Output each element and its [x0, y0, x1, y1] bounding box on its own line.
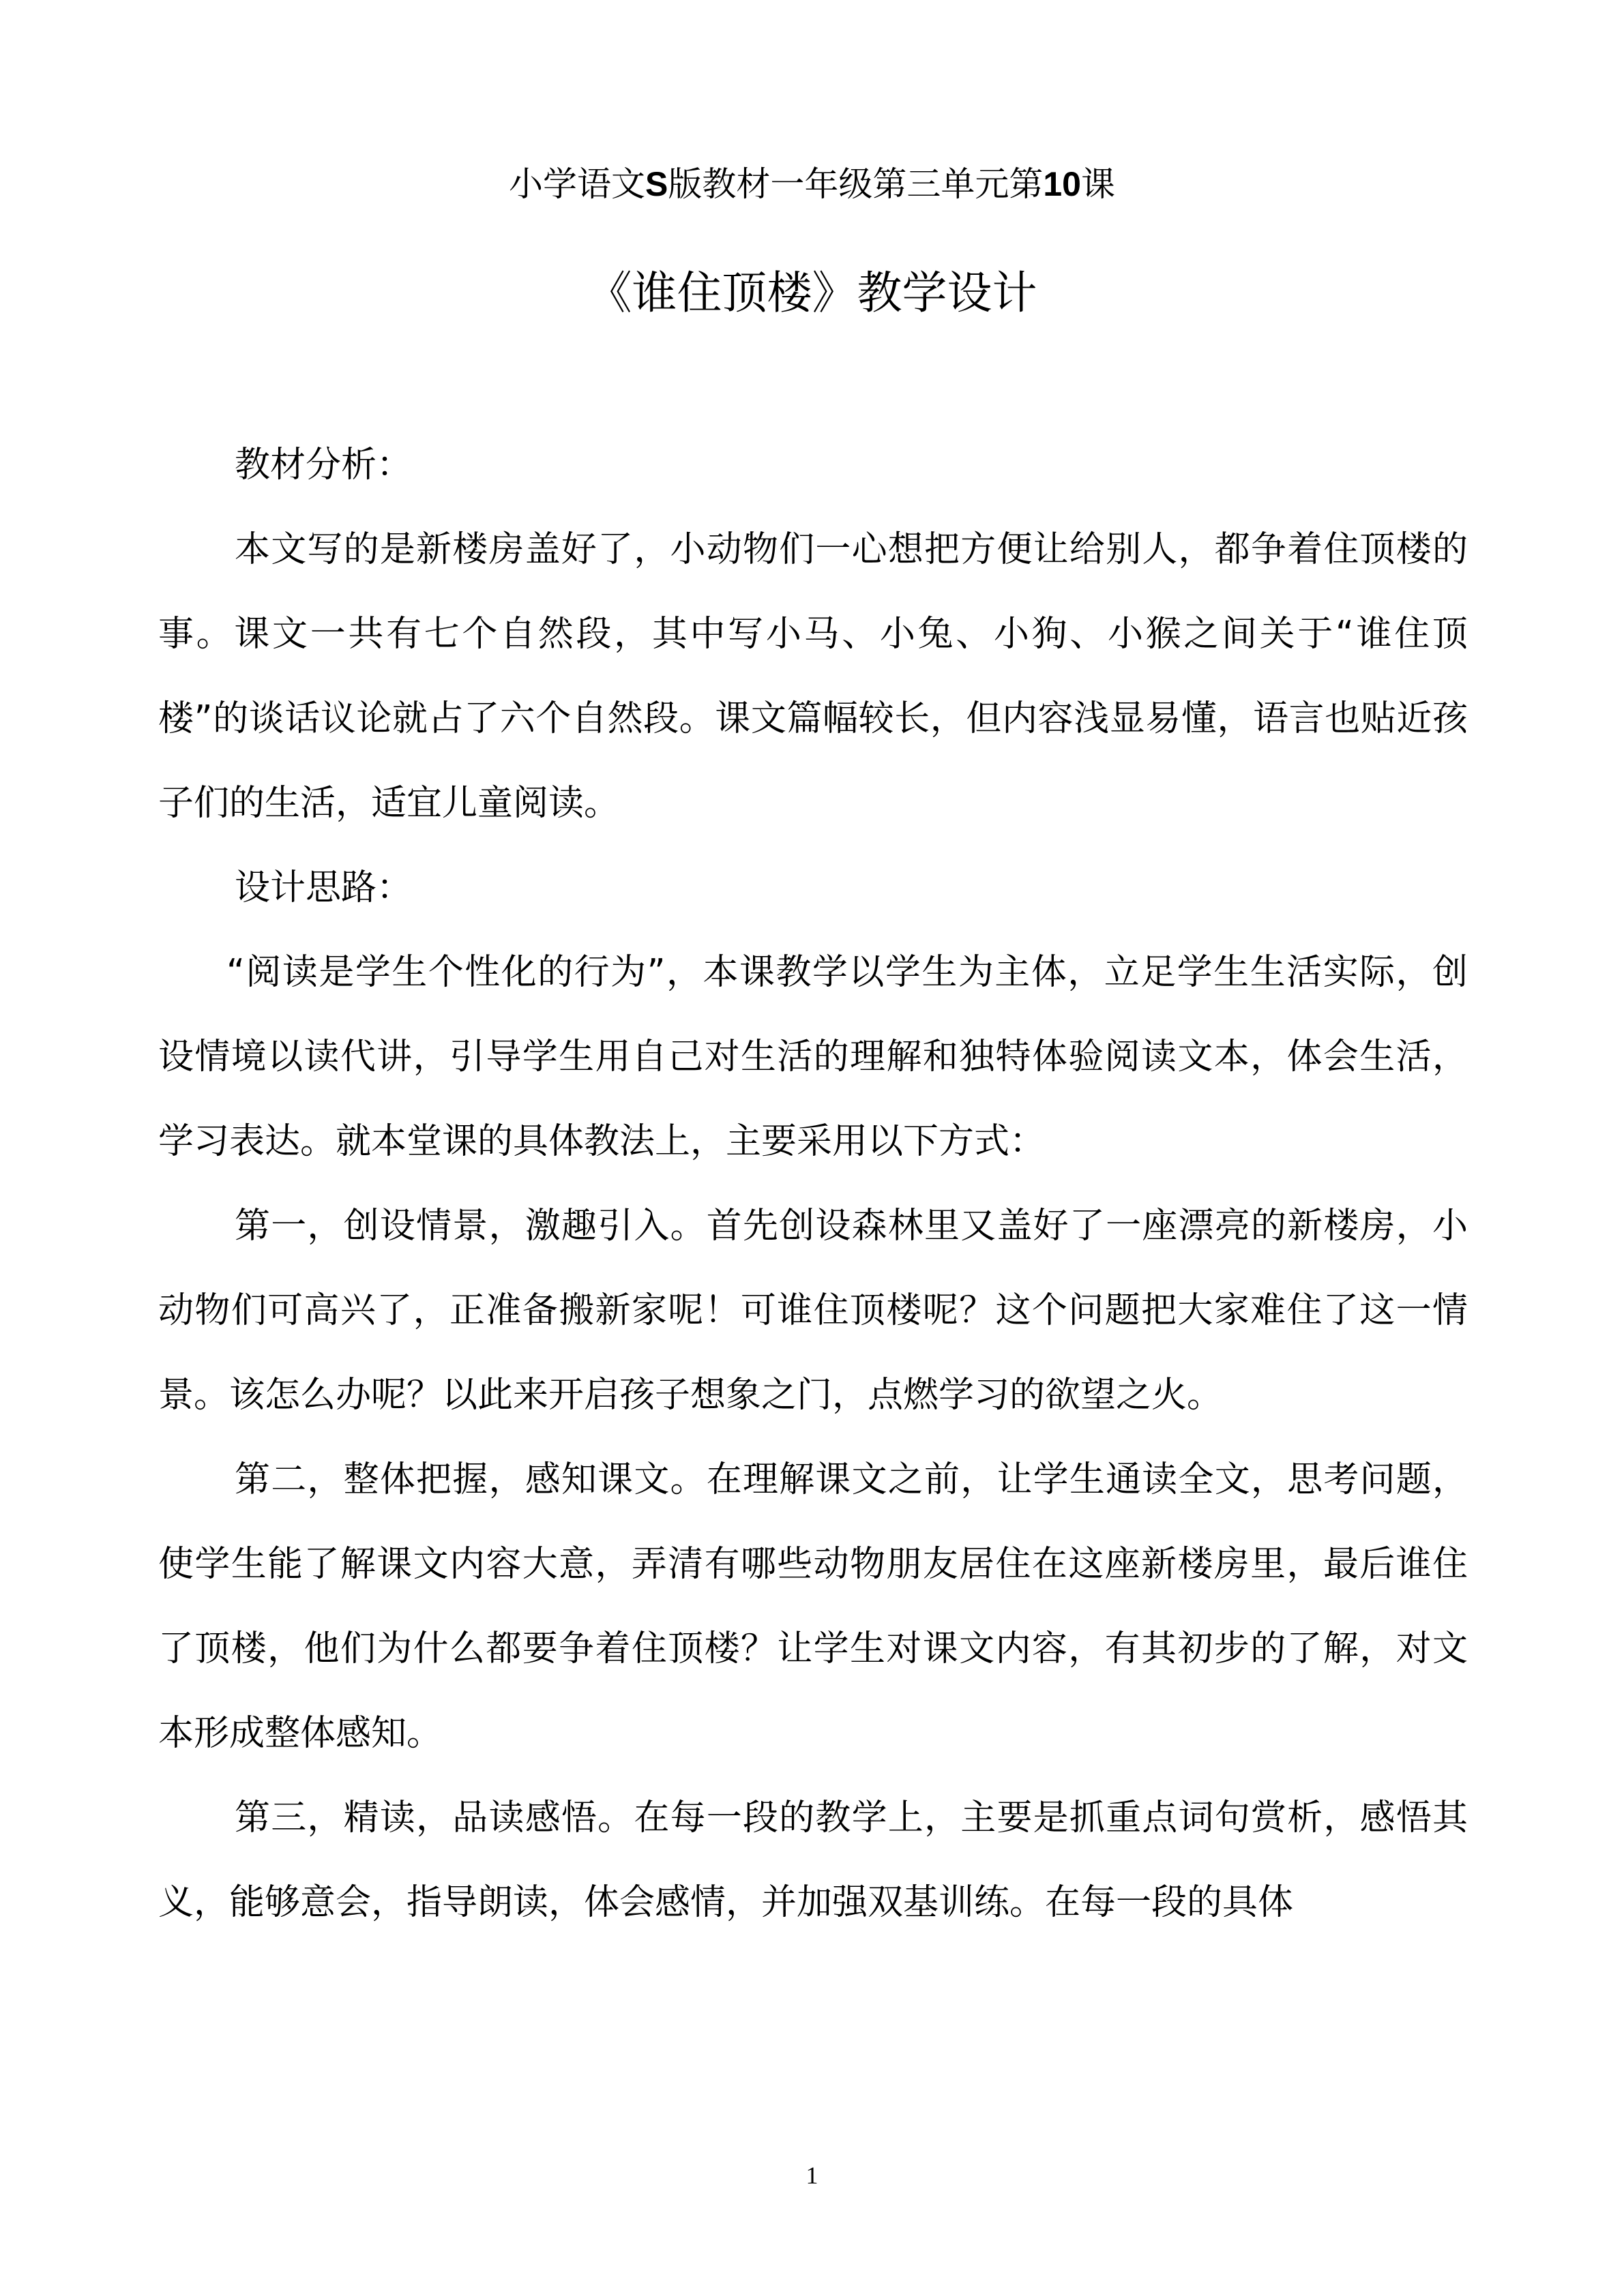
analysis-paragraph: 本文写的是新楼房盖好了，小动物们一心想把方便让给别人，都争着住顶楼的事。课文一共有七个自然段，其中写小马、小兔、小狗、小猴之间关于“谁住顶楼”的谈话议论就占了六个自然段。课文篇幅较长，但内容浅显易懂，语言也贴近孩子们的生活，适宜儿童阅读。: [158, 529, 1468, 824]
step-two-paragraph: 第二，整体把握，感知课文。在理解课文之前，让学生通读全文，思考问题，使学生能了解课文内容大意，弄清有哪些动物朋友居住在这座新楼房里，最后谁住了顶楼，他们为什么都要争着住顶楼？让学生对课文内容，有其初步的了解，对文本形成整体感知。: [158, 1459, 1468, 1754]
subtitle-middle: 版教材一年级第三单元第: [668, 164, 1044, 204]
analysis-heading: 教材分析：: [235, 445, 413, 486]
subtitle-prefix: 小学语文: [509, 164, 645, 204]
document-subtitle: [0, 160, 1624, 208]
document-title: 《谁住顶楼》教学设计: [587, 267, 1037, 319]
subtitle-lesson-number: 10: [1043, 165, 1081, 203]
page-number: 1: [806, 2162, 818, 2189]
subtitle-suffix: 课: [1080, 164, 1115, 204]
step-three-paragraph: 第三，精读，品读感悟。在每一段的教学上，主要是抓重点词句赏析，感悟其义，能够意会，指导朗读，体会感情，并加强双基训练。在每一段的具体: [158, 1798, 1468, 1923]
document-body: [158, 423, 1468, 1945]
step-one-paragraph: 第一，创设情景，激趣引入。首先创设森林里又盖好了一座漂亮的新楼房，小动物们可高兴了，正准备搬新家呢！可谁住顶楼呢？这个问题把大家难住了这一情景。该怎么办呢？以此来开启孩子想象之门，点燃学习的欲望之火。: [158, 1206, 1468, 1416]
design-paragraph: “阅读是学生个性化的行为”，本课教学以学生为主体，立足学生生活实际，创设情境以读代讲，引导学生用自己对生活的理解和独特体验阅读文本，体会生活，学习表达。就本堂课的具体教法上，主要采用以下方式：: [158, 952, 1468, 1162]
design-heading: 设计思路：: [235, 867, 413, 908]
subtitle-edition-letter: S: [645, 165, 668, 203]
